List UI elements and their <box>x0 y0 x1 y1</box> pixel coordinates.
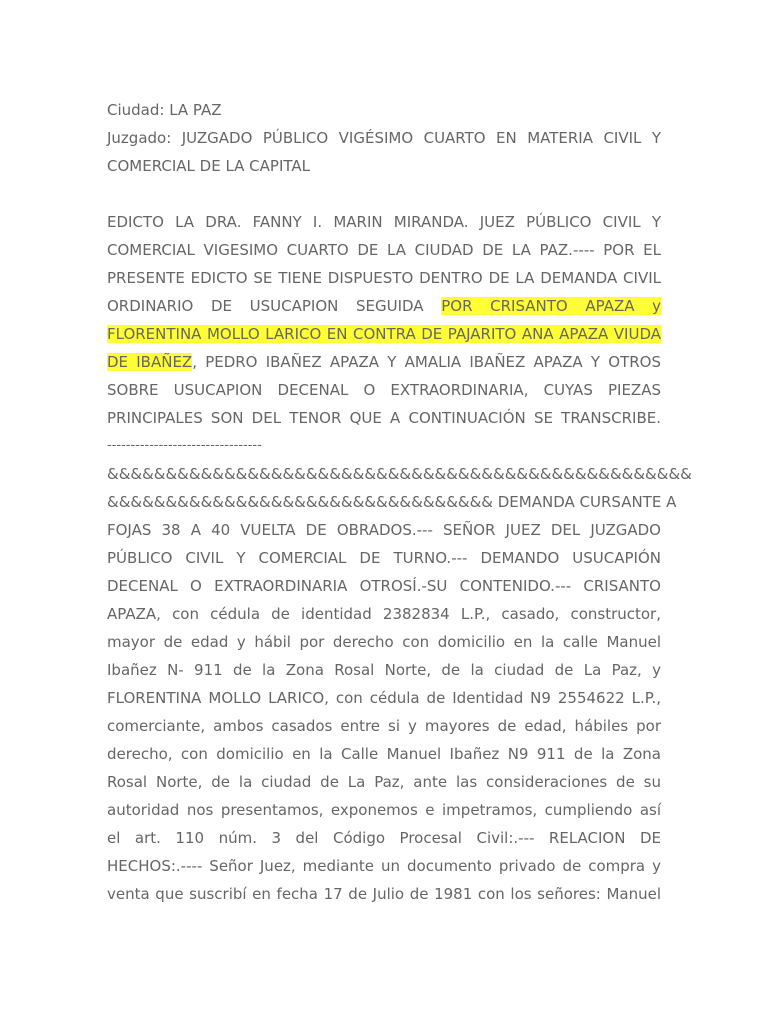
edicto-line: PRINCIPALES SON DEL TENOR QUE A CONTINUACIÓN SE TRANSCRIBE. <box>107 409 661 427</box>
edicto-line: HECHOS:.---- Señor Juez, mediante un documento privado de compra y <box>107 857 661 875</box>
edicto-text: ORDINARIO DE USUCAPION SEGUIDA <box>107 297 442 315</box>
edicto-line: derecho, con domicilio en la Calle Manuel Ibañez N9 911 de la Zona <box>107 745 661 763</box>
edicto-line: COMERCIAL VIGESIMO CUARTO DE LA CIUDAD DE LA PAZ.---- POR EL <box>107 241 661 259</box>
edicto-line: &&&&&&&&&&&&&&&&&&&&&&&&&&&&&&&&& DEMANDA CURSANTE A <box>107 493 677 511</box>
edicto-line <box>107 320 661 348</box>
edicto-line: venta que suscribí en fecha 17 de Julio de 1981 con los señores: Manuel <box>107 885 661 903</box>
edicto-line: mayor de edad y hábil por derecho con domicilio en la calle Manuel <box>107 633 661 651</box>
document-page <box>107 96 692 908</box>
edicto-text: , PEDRO IBAÑEZ APAZA Y AMALIA IBAÑEZ APAZA Y OTROS <box>192 353 661 371</box>
edicto-line: DECENAL O EXTRAORDINARIA OTROSÍ.-SU CONTENIDO.--- CRISANTO <box>107 577 661 595</box>
edicto-line: Rosal Norte, de la ciudad de La Paz, ante las consideraciones de su <box>107 773 661 791</box>
juzgado-line-continued: COMERCIAL DE LA CAPITAL <box>107 157 311 175</box>
highlighted-text: POR CRISANTO APAZA y <box>441 297 662 315</box>
edicto-line: FLORENTINA MOLLO LARICO, con cédula de Identidad N9 2554622 L.P., <box>107 689 661 707</box>
edicto-line: FOJAS 38 A 40 VUELTA DE OBRADOS.--- SEÑOR JUEZ DEL JUZGADO <box>107 521 661 539</box>
edicto-line: PRESENTE EDICTO SE TIENE DISPUESTO DENTRO DE LA DEMANDA CIVIL <box>107 269 661 287</box>
edicto-line: EDICTO LA DRA. FANNY I. MARIN MIRANDA. JUEZ PÚBLICO CIVIL Y <box>107 213 661 231</box>
paragraph-gap <box>107 180 661 208</box>
edicto-line: comerciante, ambos casados entre si y mayores de edad, hábiles por <box>107 717 661 735</box>
edicto-line <box>107 348 661 376</box>
edicto-line: PÚBLICO CIVIL Y COMERCIAL DE TURNO.--- DEMANDO USUCAPIÓN <box>107 549 661 567</box>
edicto-line: el art. 110 núm. 3 del Código Procesal Civil:.--- RELACION DE <box>107 829 661 847</box>
edicto-line: Ibañez N- 911 de la Zona Rosal Norte, de la ciudad de La Paz, y <box>107 661 661 679</box>
edicto-line: APAZA, con cédula de identidad 2382834 L.P., casado, constructor, <box>107 605 661 623</box>
edicto-line: autoridad nos presentamos, exponemos e impetramos, cumpliendo así <box>107 801 661 819</box>
edicto-line: SOBRE USUCAPION DECENAL O EXTRAORDINARIA, CUYAS PIEZAS <box>107 381 661 399</box>
ciudad-line: Ciudad: LA PAZ <box>107 101 222 119</box>
highlighted-text: FLORENTINA MOLLO LARICO EN CONTRA DE PAJARITO ANA APAZA VIUDA <box>107 325 661 343</box>
ampersand-separator: &&&&&&&&&&&&&&&&&&&&&&&&&&&&&&&&&&&&&&&&&&&&&&&&&& <box>107 465 692 483</box>
dash-separator: --------------------------------- <box>107 438 262 453</box>
highlighted-text: DE IBAÑEZ <box>107 353 193 371</box>
juzgado-line: Juzgado: JUZGADO PÚBLICO VIGÉSIMO CUARTO EN MATERIA CIVIL Y <box>107 129 661 147</box>
edicto-line <box>107 292 661 320</box>
